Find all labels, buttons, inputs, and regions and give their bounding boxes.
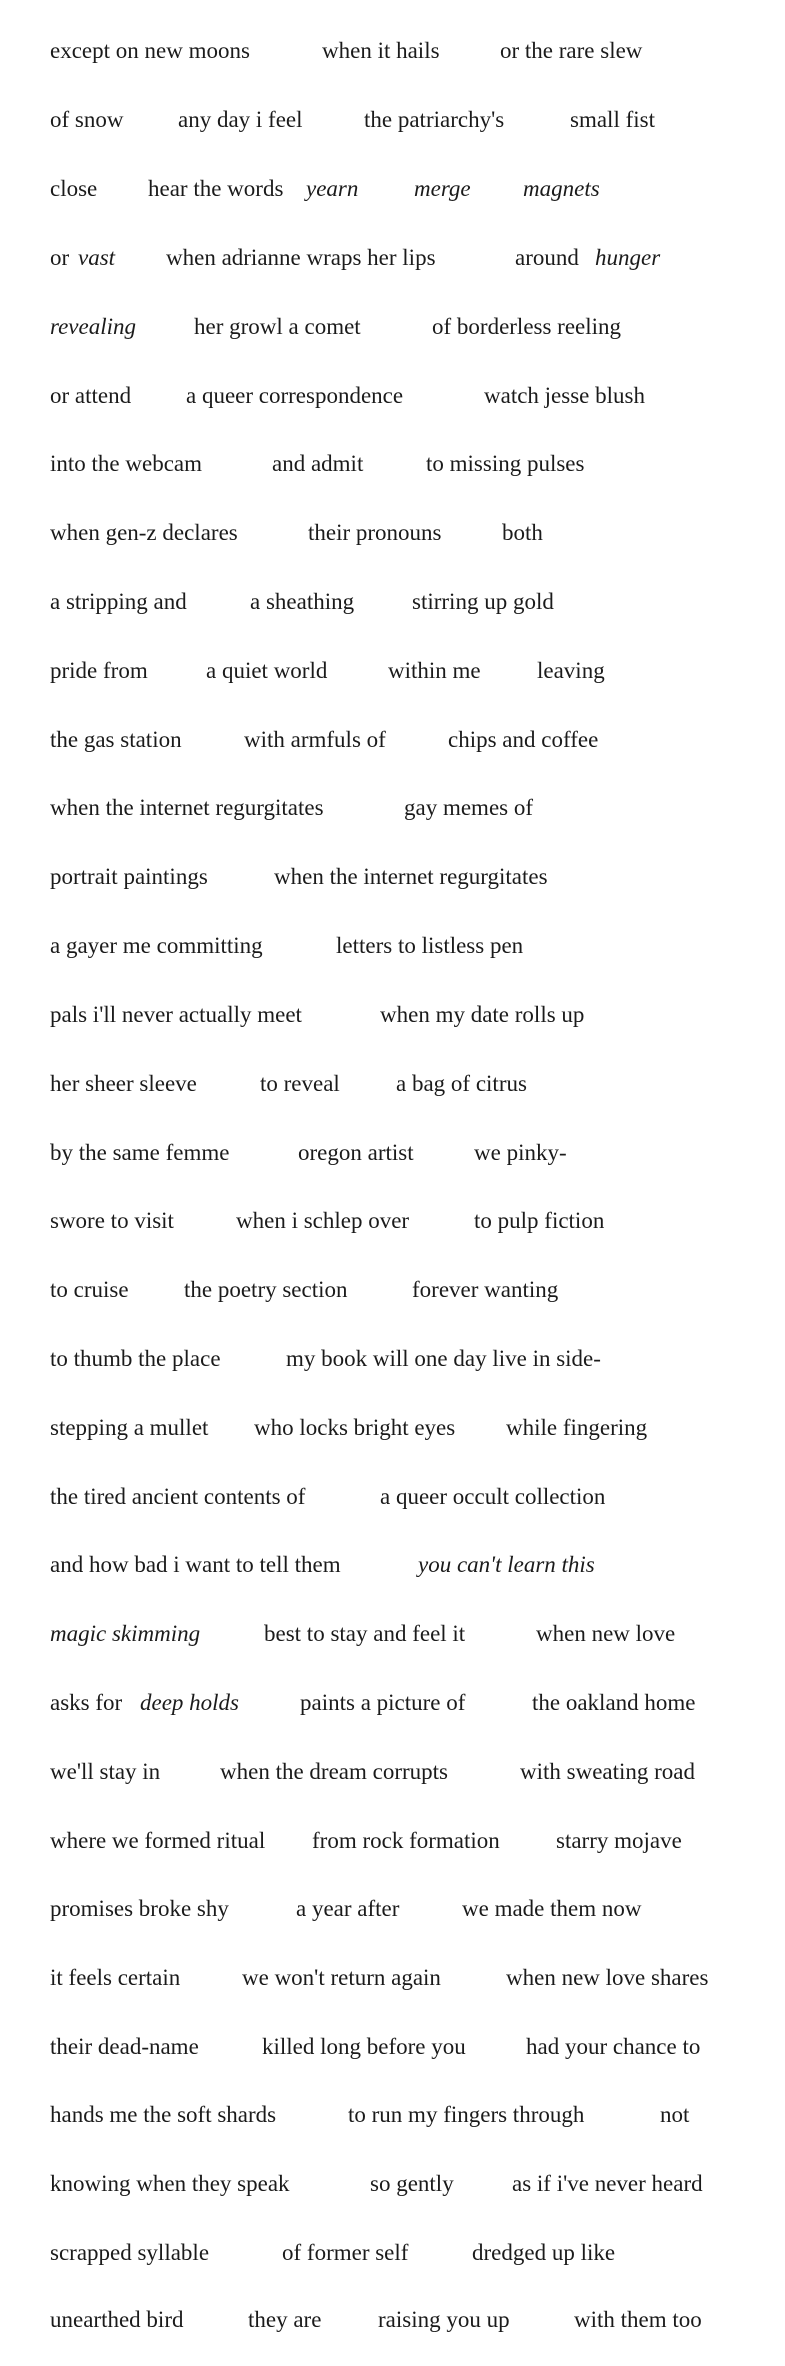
poem-line <box>0 2300 785 2340</box>
poem-line <box>0 1270 785 1310</box>
poem-line <box>0 1821 785 1861</box>
phrase: her growl a comet <box>194 314 361 339</box>
phrase: close <box>50 176 98 201</box>
phrase: to pulp fiction <box>474 1208 605 1233</box>
phrase: my book will one day live in side- <box>286 1346 601 1371</box>
poem-line <box>0 1408 785 1448</box>
phrase: hands me the soft shards <box>50 2102 277 2127</box>
phrase: when i schlep over <box>236 1208 410 1233</box>
poem-line <box>0 926 785 966</box>
phrase: not <box>660 2102 690 2127</box>
phrase: when gen-z declares <box>50 520 238 545</box>
poem-line <box>0 307 785 347</box>
phrase-italic: deep holds <box>140 1690 240 1715</box>
phrase: a queer occult collection <box>380 1484 606 1509</box>
poem-line <box>0 31 785 71</box>
phrase: we pinky- <box>474 1140 567 1165</box>
phrase: a year after <box>296 1896 400 1921</box>
phrase: when the dream corrupts <box>220 1759 449 1784</box>
phrase: or the rare slew <box>500 38 643 63</box>
phrase: pals i'll never actually meet <box>50 1002 302 1027</box>
phrase: from rock formation <box>312 1828 500 1853</box>
phrase: to missing pulses <box>426 451 585 476</box>
phrase: with them too <box>574 2307 702 2332</box>
phrase: of former self <box>282 2240 409 2265</box>
phrase: a sheathing <box>250 589 355 614</box>
phrase: we won't return again <box>242 1965 441 1990</box>
phrase: gay memes of <box>404 795 534 820</box>
poem-line <box>0 1614 785 1654</box>
phrase: where we formed ritual <box>50 1828 266 1853</box>
phrase-italic: yearn <box>306 176 359 201</box>
phrase: their dead-name <box>50 2034 199 2059</box>
phrase: within me <box>388 658 481 683</box>
poem-line <box>0 169 785 209</box>
phrase: swore to visit <box>50 1208 174 1233</box>
poem-line <box>0 1477 785 1517</box>
phrase: to run my fingers through <box>348 2102 585 2127</box>
phrase: asks for <box>50 1690 123 1715</box>
phrase: both <box>502 520 543 545</box>
phrase-italic: hunger <box>595 245 661 270</box>
poem-line <box>0 2027 785 2067</box>
phrase: promises broke shy <box>50 1896 229 1921</box>
poem-line <box>0 1201 785 1241</box>
phrase: or <box>50 245 70 270</box>
phrase: raising you up <box>378 2307 510 2332</box>
poem-line <box>0 100 785 140</box>
phrase: who locks bright eyes <box>254 1415 456 1440</box>
poem-line <box>0 1133 785 1173</box>
poem-line <box>0 1545 785 1585</box>
poem-line <box>0 857 785 897</box>
phrase: when the internet regurgitates <box>50 795 324 820</box>
phrase: when new love <box>536 1621 676 1646</box>
phrase: watch jesse blush <box>484 383 645 408</box>
phrase: to reveal <box>260 1071 340 1096</box>
phrase: chips and coffee <box>448 727 599 752</box>
phrase: stirring up gold <box>412 589 554 614</box>
phrase: into the webcam <box>50 451 203 476</box>
phrase: when my date rolls up <box>380 1002 585 1027</box>
poem-line <box>0 1683 785 1723</box>
phrase: when the internet regurgitates <box>274 864 548 889</box>
phrase: a queer correspondence <box>186 383 404 408</box>
phrase: knowing when they speak <box>50 2171 290 2196</box>
phrase-italic: magic skimming <box>50 1621 201 1646</box>
phrase: best to stay and feel it <box>264 1621 466 1646</box>
phrase: with sweating road <box>520 1759 696 1784</box>
phrase: forever wanting <box>412 1277 559 1302</box>
phrase: except on new moons <box>50 38 250 63</box>
phrase: the patriarchy's <box>364 107 505 132</box>
phrase: we'll stay in <box>50 1759 161 1784</box>
phrase: the tired ancient contents of <box>50 1484 306 1509</box>
phrase: around <box>515 245 579 270</box>
phrase: when it hails <box>322 38 440 63</box>
phrase: their pronouns <box>308 520 442 545</box>
poem-line <box>0 995 785 1035</box>
poem-line <box>0 1752 785 1792</box>
phrase: any day i feel <box>178 107 303 132</box>
phrase: when adrianne wraps her lips <box>166 245 436 270</box>
phrase: with armfuls of <box>244 727 386 752</box>
phrase: a bag of citrus <box>396 1071 527 1096</box>
phrase: or attend <box>50 383 132 408</box>
phrase: small fist <box>570 107 655 132</box>
phrase: while fingering <box>506 1415 648 1440</box>
phrase: of borderless reeling <box>432 314 622 339</box>
phrase-italic: merge <box>414 176 471 201</box>
phrase: starry mojave <box>556 1828 682 1853</box>
poem-line <box>0 1958 785 1998</box>
phrase-italic: vast <box>78 245 116 270</box>
phrase: and admit <box>272 451 364 476</box>
phrase: and how bad i want to tell them <box>50 1552 341 1577</box>
poem-line <box>0 1064 785 1104</box>
poem-line <box>0 1889 785 1929</box>
phrase: dredged up like <box>472 2240 616 2265</box>
poem-line <box>0 444 785 484</box>
phrase: the poetry section <box>184 1277 348 1302</box>
phrase: portrait paintings <box>50 864 208 889</box>
phrase: unearthed bird <box>50 2307 184 2332</box>
phrase: a quiet world <box>206 658 328 683</box>
phrase: it feels certain <box>50 1965 181 1990</box>
phrase: a stripping and <box>50 589 187 614</box>
poem-line <box>0 1339 785 1379</box>
poem-line <box>0 513 785 553</box>
poem-line <box>0 720 785 760</box>
phrase: when new love shares <box>506 1965 709 1990</box>
poem-line <box>0 788 785 828</box>
phrase: scrapped syllable <box>50 2240 210 2265</box>
phrase-italic: you can't learn this <box>418 1552 595 1577</box>
phrase: her sheer sleeve <box>50 1071 197 1096</box>
phrase: by the same femme <box>50 1140 230 1165</box>
poem-line <box>0 2095 785 2135</box>
poem-line <box>0 651 785 691</box>
phrase: they are <box>248 2307 322 2332</box>
phrase: the oakland home <box>532 1690 696 1715</box>
phrase: the gas station <box>50 727 182 752</box>
phrase: as if i've never heard <box>512 2171 703 2196</box>
phrase: to cruise <box>50 1277 129 1302</box>
phrase: to thumb the place <box>50 1346 221 1371</box>
phrase: pride from <box>50 658 148 683</box>
poem-line <box>0 238 785 278</box>
phrase: so gently <box>370 2171 454 2196</box>
poem-line <box>0 582 785 622</box>
phrase: killed long before you <box>262 2034 466 2059</box>
phrase-italic: magnets <box>523 176 600 201</box>
poem-line <box>0 376 785 416</box>
phrase: had your chance to <box>526 2034 701 2059</box>
phrase-italic: revealing <box>50 314 137 339</box>
phrase: of snow <box>50 107 124 132</box>
poem-line <box>0 2233 785 2273</box>
phrase: paints a picture of <box>300 1690 466 1715</box>
phrase: letters to listless pen <box>336 933 524 958</box>
phrase: hear the words <box>148 176 284 201</box>
phrase: we made them now <box>462 1896 642 1921</box>
phrase: leaving <box>537 658 605 683</box>
phrase: stepping a mullet <box>50 1415 209 1440</box>
phrase: a gayer me committing <box>50 933 263 958</box>
poem-line <box>0 2164 785 2204</box>
phrase: oregon artist <box>298 1140 414 1165</box>
